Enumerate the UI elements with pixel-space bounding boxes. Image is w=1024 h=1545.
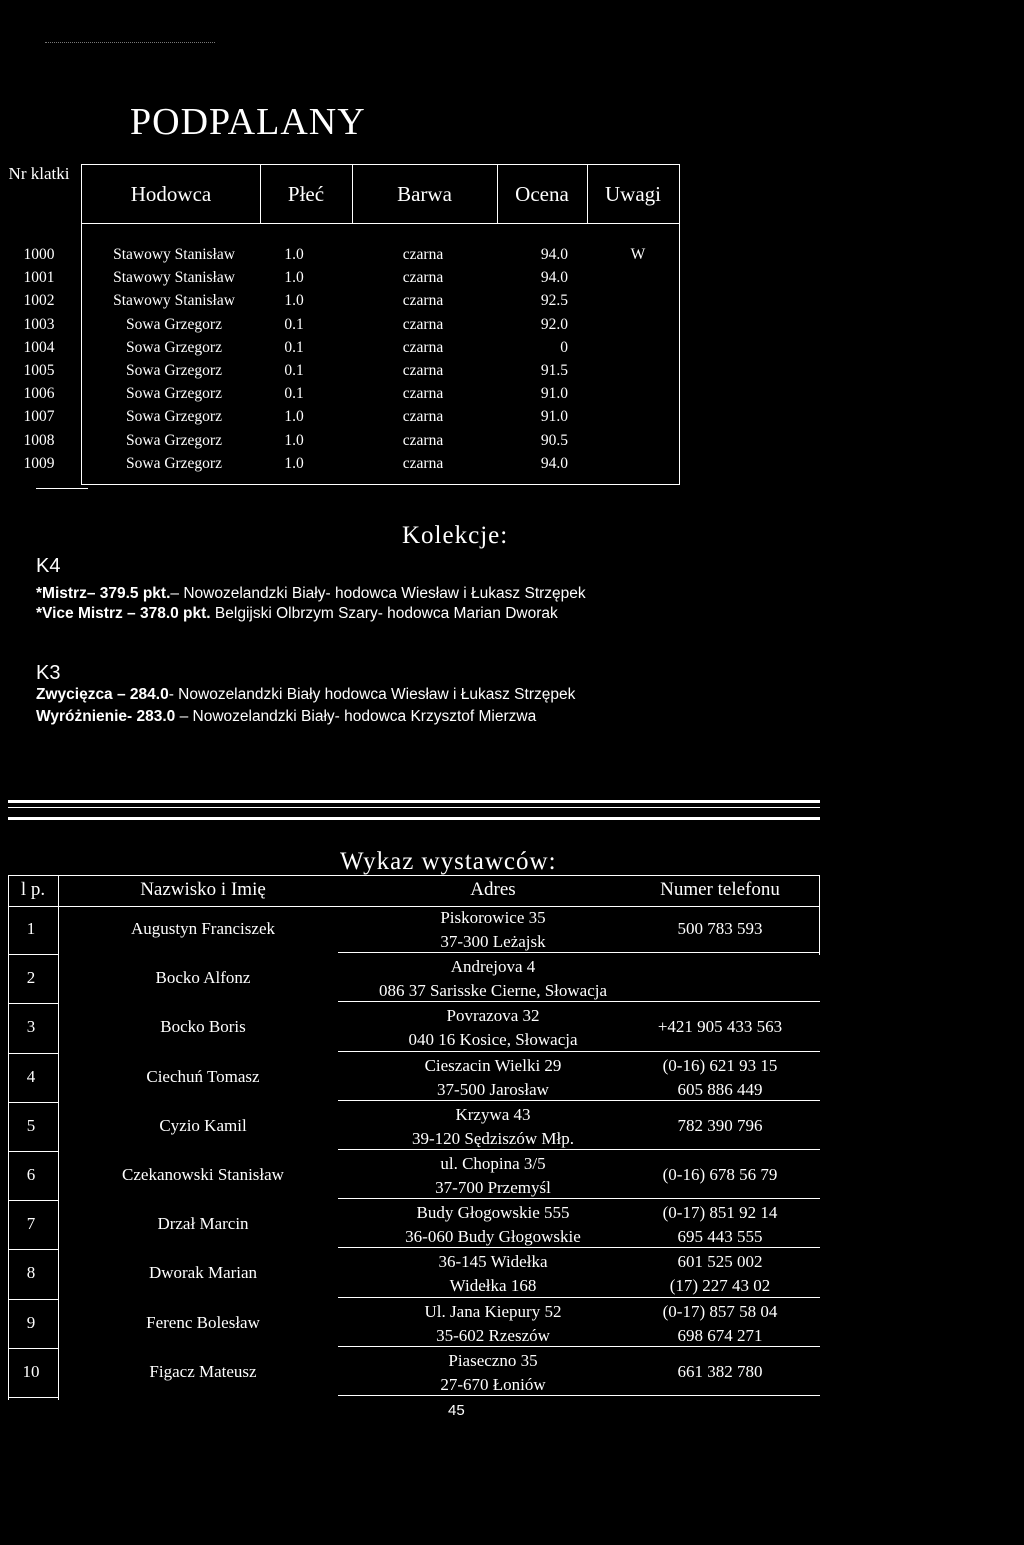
exhibitor-phone: (0-17) 851 92 14 (662, 1203, 778, 1223)
cages-bottom-rule (36, 488, 88, 489)
breeder-name: Sowa Grzegorz (126, 385, 222, 403)
address-underline (338, 1198, 648, 1199)
header-lp: l p. (20, 879, 46, 900)
exhibitor-number: 10 (22, 1361, 40, 1381)
exhibitor-phone: (0-17) 857 58 04 (662, 1301, 778, 1321)
sex-value: 0.1 (284, 338, 304, 356)
exhibitor-address-line: ul. Chopina 3/5 (440, 1154, 546, 1173)
collection-group-name: K3 (36, 662, 61, 684)
sex-value: 0.1 (284, 385, 304, 403)
color-value: czarna (402, 408, 444, 426)
exhibitor-address-line: 040 16 Kosice, Słowacja (408, 1030, 578, 1050)
color-value: czarna (402, 454, 444, 472)
page-title: PODPALANY (130, 101, 366, 143)
collection-line (36, 708, 536, 726)
sex-value: 1.0 (284, 408, 304, 426)
collection-entry: - Nowozelandzki Biały hodowca Wiesław i Łukasz Strzępek (168, 686, 576, 703)
exhibitor-name: Bocko Alfonz (155, 968, 251, 988)
breeder-name: Stawowy Stanisław (113, 292, 235, 310)
breeder-name: Sowa Grzegorz (126, 454, 222, 472)
exhibitor-name: Figacz Mateusz (149, 1361, 257, 1381)
section-divider (8, 800, 820, 820)
cage-number: 1005 (23, 361, 55, 379)
cage-row (8, 408, 688, 431)
collection-group-name: K4 (36, 555, 61, 577)
score-value: 0 (560, 338, 568, 356)
breeder-name: Stawowy Stanisław (113, 269, 235, 287)
row-rule (8, 1397, 58, 1398)
header-divider (587, 165, 588, 223)
exhibitor-address-line: Cieszacin Wielki 29 (424, 1055, 562, 1075)
exhibitor-phone: 605 886 449 (677, 1079, 763, 1099)
score-value: 94.0 (540, 246, 568, 263)
exhibitor-number: 2 (26, 968, 36, 988)
address-underline (338, 1346, 648, 1347)
address-underline (338, 1100, 648, 1101)
cage-row (8, 385, 688, 408)
breeder-name: Sowa Grzegorz (126, 338, 222, 356)
color-value: czarna (402, 361, 444, 379)
exhibitor-address-line: 36-060 Budy Głogowskie (405, 1227, 581, 1247)
collection-entry: Belgijski Olbrzym Szary- hodowca Marian Dworak (210, 605, 558, 622)
sex-value: 0.1 (284, 315, 304, 333)
exhibitor-address-line: 35-602 Rzeszów (436, 1325, 550, 1345)
exhibitor-row (8, 955, 820, 1004)
collections-title: Kolekcje: (402, 522, 509, 549)
header-address: Adres (470, 879, 516, 900)
exhibitor-address-line: Piaseczno 35 (448, 1350, 538, 1370)
color-value: czarna (402, 338, 444, 356)
cage-number: 1002 (23, 292, 55, 310)
header-divider (497, 165, 498, 223)
exhibitor-name: Czekanowski Stanisław (122, 1165, 284, 1184)
cages-header-row (82, 164, 679, 224)
exhibitor-address-line: 37-300 Leżajsk (440, 932, 546, 951)
exhibitor-address-line: Povrazova 32 (446, 1006, 540, 1026)
header-breeder: Hodowca (130, 182, 212, 206)
exhibitor-address-line: 37-700 Przemyśl (435, 1178, 551, 1197)
address-underline (338, 1051, 648, 1052)
page-number: 45 (448, 1402, 465, 1419)
exhibitor-name: Ciechuń Tomasz (146, 1066, 260, 1086)
exhibitor-name: Dworak Marian (148, 1263, 258, 1283)
phone-underline (648, 1247, 820, 1248)
header-phone: Numer telefonu (660, 879, 780, 900)
exhibitor-number: 7 (26, 1214, 36, 1234)
cage-number: 1009 (23, 454, 55, 472)
exhibitor-address-line: 36-145 Widełka (438, 1252, 548, 1272)
color-value: czarna (402, 385, 444, 403)
top-dotted-rule (45, 42, 215, 43)
exhibitor-phone: (0-16) 621 93 15 (662, 1055, 778, 1075)
exhibitor-row (8, 1054, 820, 1103)
exhibitor-phone: (0-16) 678 56 79 (662, 1165, 778, 1184)
score-value: 90.5 (540, 431, 568, 449)
sex-value: 0.1 (284, 361, 304, 379)
sex-value: 1.0 (284, 246, 304, 263)
exhibitor-row (8, 1300, 820, 1349)
sex-value: 1.0 (284, 454, 304, 472)
header-name: Nazwisko i Imię (140, 879, 266, 900)
exhibitor-address-line: 37-500 Jarosław (437, 1079, 549, 1099)
cage-row (8, 339, 688, 362)
cage-number: 1004 (23, 338, 55, 356)
header-notes: Uwagi (605, 182, 661, 206)
collection-award: *Mistrz– 379.5 pkt. (36, 585, 171, 602)
exhibitor-name: Augustyn Franciszek (130, 919, 275, 938)
breeder-name: Sowa Grzegorz (126, 408, 222, 426)
cages-table (8, 164, 680, 486)
score-value: 94.0 (540, 269, 568, 287)
exhibitor-number: 9 (26, 1312, 36, 1332)
exhibitor-row (8, 1201, 820, 1250)
collection-award: *Vice Mistrz – 378.0 pkt. (36, 605, 211, 622)
exhibitor-row (8, 1152, 820, 1201)
header-cage-number: Nr klatki (8, 164, 70, 183)
collection-entry: – Nowozelandzki Biały- hodowca Krzysztof Mierzwa (175, 708, 537, 725)
phone-underline (648, 1051, 820, 1052)
address-underline (338, 1149, 648, 1150)
exhibitor-number: 8 (26, 1263, 36, 1283)
score-value: 92.5 (540, 292, 568, 310)
header-score: Ocena (515, 182, 569, 206)
phone-underline (648, 1346, 820, 1347)
exhibitor-row (8, 906, 820, 955)
cages-rows (8, 246, 688, 478)
cage-row (8, 316, 688, 339)
phone-underline (648, 952, 820, 953)
exhibitor-name: Cyzio Kamil (159, 1115, 247, 1135)
exhibitor-number: 1 (26, 919, 36, 938)
exhibitor-row (8, 1349, 820, 1398)
phone-underline (648, 1297, 820, 1298)
collection-line (36, 585, 586, 603)
cage-row (8, 362, 688, 385)
address-underline (338, 1395, 648, 1396)
phone-underline (648, 1001, 820, 1002)
phone-underline (648, 1395, 820, 1396)
exhibitor-phone: +421 905 433 563 (657, 1017, 783, 1037)
exhibitor-address-line: Krzywa 43 (455, 1104, 531, 1124)
exhibitor-address-line: Budy Głogowskie 555 (416, 1203, 570, 1223)
score-value: 91.5 (540, 361, 568, 379)
exhibitor-name: Drzał Marcin (157, 1214, 249, 1234)
phone-underline (648, 1149, 820, 1150)
color-value: czarna (402, 246, 444, 263)
sex-value: 1.0 (284, 269, 304, 287)
address-underline (338, 1297, 648, 1298)
exhibitor-phone: 695 443 555 (677, 1227, 763, 1247)
exhibitor-phone: 698 674 271 (677, 1325, 763, 1345)
exhibitor-number: 5 (26, 1115, 36, 1135)
breeder-name: Sowa Grzegorz (126, 315, 222, 333)
header-color: Barwa (397, 182, 452, 206)
exhibitor-address-line: Piskorowice 35 (440, 908, 546, 927)
exhibitor-phone: 500 783 593 (677, 919, 763, 938)
header-sex: Płeć (287, 182, 325, 206)
cage-row (8, 292, 688, 315)
exhibitor-phone: 661 382 780 (677, 1361, 763, 1381)
cage-number: 1001 (23, 269, 55, 287)
exhibitor-number: 6 (26, 1165, 36, 1184)
breeder-name: Sowa Grzegorz (126, 361, 222, 379)
exhibitor-phone: 782 390 796 (677, 1115, 763, 1135)
exhibitor-number: 4 (26, 1066, 36, 1086)
exhibitor-name: Bocko Boris (160, 1017, 246, 1037)
header-divider (260, 165, 261, 223)
score-value: 94.0 (540, 454, 568, 472)
exhibitors-table (8, 875, 820, 1400)
phone-underline (648, 1198, 820, 1199)
header-divider (352, 165, 353, 223)
exhibitor-number: 3 (26, 1017, 36, 1037)
score-value: 92.0 (540, 315, 568, 333)
score-value: 91.0 (540, 408, 568, 426)
exhibitors-title: Wykaz wystawców: (340, 848, 557, 875)
address-underline (338, 1001, 648, 1002)
collection-entry: – Nowozelandzki Biały- hodowca Wiesław i Łukasz Strzępek (170, 585, 586, 602)
cage-number: 1007 (23, 408, 55, 426)
sex-value: 1.0 (284, 292, 304, 310)
exhibitor-phone: 601 525 002 (677, 1252, 763, 1272)
cage-number: 1006 (23, 385, 55, 403)
breeder-name: Stawowy Stanisław (113, 246, 235, 263)
cage-number: 1003 (23, 315, 55, 333)
color-value: czarna (402, 315, 444, 333)
exhibitors-header-row (8, 875, 820, 907)
collection-line (36, 605, 558, 623)
notes-value: W (630, 246, 646, 263)
cage-row (8, 246, 688, 269)
exhibitor-address-line: 086 37 Sarisske Cierne, Słowacja (378, 981, 608, 1001)
exhibitor-address-line: 39-120 Sędziszów Młp. (412, 1128, 574, 1148)
cage-number: 1000 (23, 246, 55, 263)
phone-underline (648, 1100, 820, 1101)
address-underline (338, 1247, 648, 1248)
exhibitor-row (8, 1250, 820, 1299)
address-underline (338, 952, 648, 953)
color-value: czarna (402, 292, 444, 310)
exhibitor-address-line: Andrejova 4 (450, 957, 536, 977)
exhibitor-address-line: Widełka 168 (449, 1276, 537, 1296)
breeder-name: Sowa Grzegorz (126, 431, 222, 449)
score-value: 91.0 (540, 385, 568, 403)
color-value: czarna (402, 269, 444, 287)
collection-award: Wyróżnienie- 283.0 (36, 708, 176, 725)
exhibitor-address-line: 27-670 Łoniów (440, 1374, 546, 1394)
exhibitor-address-line: Ul. Jana Kiepury 52 (424, 1301, 562, 1321)
cage-number: 1008 (23, 431, 55, 449)
collection-award: Zwycięzca – 284.0 (36, 686, 169, 703)
exhibitor-row (8, 1103, 820, 1152)
color-value: czarna (402, 431, 444, 449)
collection-line (36, 686, 575, 704)
exhibitor-row (8, 1004, 820, 1053)
exhibitor-phone: (17) 227 43 02 (669, 1276, 771, 1296)
cage-row (8, 432, 688, 455)
cage-row (8, 455, 688, 478)
cage-row (8, 269, 688, 292)
sex-value: 1.0 (284, 431, 304, 449)
exhibitor-name: Ferenc Bolesław (146, 1312, 260, 1332)
